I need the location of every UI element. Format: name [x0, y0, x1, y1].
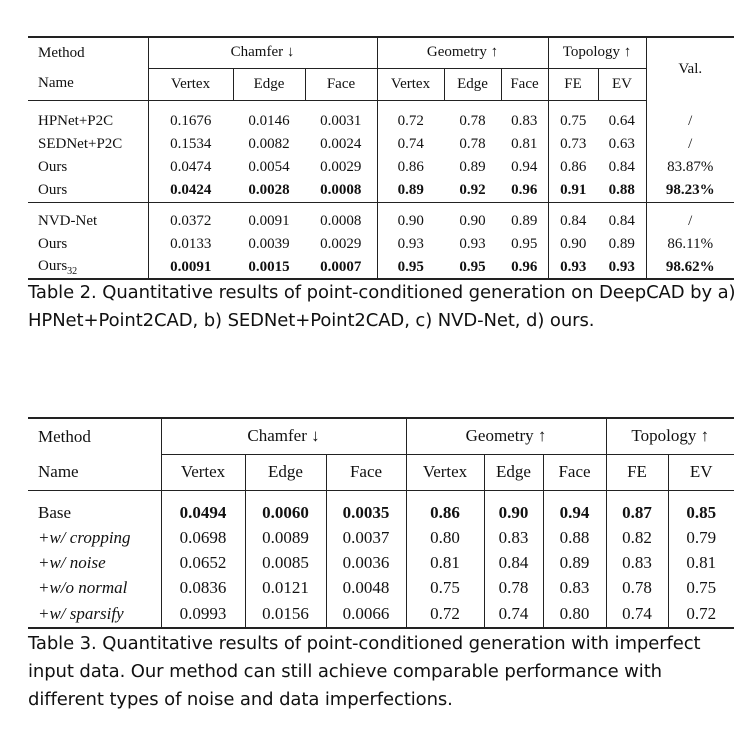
- t3-chamfer-header: Chamfer ↓: [161, 418, 406, 454]
- cell: 0.0156: [245, 600, 326, 628]
- cell: 0.95: [377, 256, 444, 279]
- cell: 0.93: [598, 256, 646, 279]
- cell: 0.92: [444, 179, 501, 202]
- cell: 0.0082: [248, 136, 290, 152]
- cell: 0.93: [377, 233, 444, 256]
- cell: 0.0007: [305, 256, 377, 279]
- row-name: Ours: [28, 179, 148, 202]
- t3-topology-header: Topology ↑: [606, 418, 734, 454]
- cell: 0.83: [543, 575, 606, 600]
- cell: 0.84: [548, 210, 598, 233]
- t2-geometry-header: Geometry ↑: [377, 37, 548, 68]
- table-row: [28, 156, 734, 179]
- row-name: +w/o normal: [38, 577, 128, 597]
- cell: 98.62%: [646, 256, 734, 279]
- t2-col-header: Vertex: [377, 68, 444, 100]
- cell: 0.0015: [233, 256, 305, 279]
- cell: 0.1534: [148, 133, 233, 156]
- row-name: +w/ noise: [38, 552, 106, 572]
- t3-method-header: Method: [28, 418, 161, 454]
- table-3-header-group-row: [28, 418, 734, 454]
- cell: /: [646, 110, 734, 133]
- cell: 0.0035: [326, 500, 406, 525]
- cell: 0.83: [484, 525, 543, 550]
- cell: 0.90: [548, 233, 598, 256]
- t2-val-header: Val.: [646, 37, 734, 100]
- cell: 0.0054: [248, 159, 290, 175]
- cell: 0.0039: [248, 236, 290, 252]
- cell: 0.0121: [245, 575, 326, 600]
- table-row: [28, 550, 734, 575]
- cell: 0.89: [511, 213, 538, 229]
- table-row: [28, 525, 734, 550]
- cell: 0.0031: [320, 113, 362, 129]
- t3-col-header: FE: [606, 454, 668, 490]
- row-name: Base: [38, 502, 72, 522]
- cell: /: [646, 133, 734, 156]
- cell: 0.93: [548, 256, 598, 279]
- t2-topology-header: Topology ↑: [548, 37, 646, 68]
- table-row: [28, 133, 734, 156]
- cell: 0.74: [606, 600, 668, 628]
- row-name: [28, 256, 148, 279]
- t2-name-header: Name: [28, 68, 148, 100]
- cell: 0.0091: [148, 256, 233, 279]
- cell: 0.0091: [248, 213, 290, 229]
- cell: 0.93: [459, 236, 486, 252]
- cell: 0.94: [543, 500, 606, 525]
- cell: 0.0698: [161, 525, 245, 550]
- cell: 0.74: [484, 600, 543, 628]
- cell: 0.0008: [320, 213, 362, 229]
- cell: 0.83: [511, 113, 538, 129]
- cell: 0.86: [548, 156, 598, 179]
- cell: 0.0146: [248, 113, 290, 129]
- cell: 0.0474: [148, 156, 233, 179]
- t3-name-header: Name: [28, 454, 161, 490]
- cell: 0.95: [444, 256, 501, 279]
- cell: 0.0029: [320, 159, 362, 175]
- t3-col-header: Face: [326, 454, 406, 490]
- table-row: [28, 256, 734, 279]
- table-3-caption: Table 3. Quantitative results of point-conditioned generation with imperfect input data. Our method can still achieve comparable performance with different types of noise and data imperfections.: [28, 633, 701, 710]
- cell: 0.78: [459, 136, 486, 152]
- t2-method-header: Method: [28, 37, 148, 68]
- row-name-text: Ours: [38, 257, 68, 274]
- table-row: [28, 500, 734, 525]
- cell: /: [646, 210, 734, 233]
- cell: 0.0372: [148, 210, 233, 233]
- cell: 0.78: [484, 575, 543, 600]
- table-row: [28, 110, 734, 133]
- cell: 83.87%: [646, 156, 734, 179]
- cell: 0.91: [548, 179, 598, 202]
- table-3: [28, 417, 734, 629]
- cell: 0.0036: [326, 550, 406, 575]
- cell: 0.0836: [161, 575, 245, 600]
- row-name: NVD-Net: [38, 213, 98, 229]
- table-2-header-col-row: [28, 68, 734, 100]
- spacer-row: [28, 100, 734, 110]
- table-row: [28, 210, 734, 233]
- t3-col-header: Face: [543, 454, 606, 490]
- cell: 0.0008: [305, 179, 377, 202]
- cell: 0.0028: [233, 179, 305, 202]
- cell: 0.0993: [161, 600, 245, 628]
- cell: 0.0024: [320, 136, 362, 152]
- cell: 0.85: [668, 500, 734, 525]
- cell: 86.11%: [646, 233, 734, 256]
- cell: 0.84: [608, 213, 635, 229]
- table-row: [28, 179, 734, 202]
- cell: 0.0037: [326, 525, 406, 550]
- cell: 0.72: [406, 600, 484, 628]
- t2-col-header: Face: [305, 68, 377, 100]
- cell: 0.81: [406, 550, 484, 575]
- cell: 0.90: [484, 500, 543, 525]
- t3-col-header: EV: [668, 454, 734, 490]
- table-2-header-group-row: [28, 37, 734, 68]
- cell: 0.96: [501, 179, 548, 202]
- t3-geometry-header: Geometry ↑: [406, 418, 606, 454]
- cell: 0.1676: [148, 110, 233, 133]
- cell: 0.86: [377, 156, 444, 179]
- cell: 0.94: [511, 159, 538, 175]
- cell: 0.0085: [245, 550, 326, 575]
- cell: 0.88: [543, 525, 606, 550]
- table-row: [28, 575, 734, 600]
- table-3-header-col-row: [28, 454, 734, 490]
- t3-col-header: Vertex: [161, 454, 245, 490]
- cell: 0.75: [548, 110, 598, 133]
- t2-col-header: Vertex: [148, 68, 233, 100]
- cell: 0.80: [406, 525, 484, 550]
- table-2: [28, 36, 734, 280]
- t2-col-header: EV: [598, 68, 646, 100]
- cell: 0.82: [606, 525, 668, 550]
- spacer-row: [28, 202, 734, 210]
- row-name: HPNet+P2C: [38, 113, 114, 129]
- cell: 0.78: [606, 575, 668, 600]
- cell: 0.81: [668, 550, 734, 575]
- cell: 0.81: [511, 136, 538, 152]
- cell: 0.75: [406, 575, 484, 600]
- cell: 0.0652: [161, 550, 245, 575]
- cell: 0.95: [511, 236, 538, 252]
- cell: 0.74: [377, 133, 444, 156]
- t3-col-header: Edge: [245, 454, 326, 490]
- cell: 0.86: [406, 500, 484, 525]
- cell: 0.75: [668, 575, 734, 600]
- cell: 0.0494: [161, 500, 245, 525]
- t3-col-header: Vertex: [406, 454, 484, 490]
- row-name: +w/ cropping: [38, 527, 131, 547]
- t2-chamfer-header: Chamfer ↓: [148, 37, 377, 68]
- cell: 0.64: [608, 113, 635, 129]
- cell: 0.87: [606, 500, 668, 525]
- cell: 0.0133: [148, 233, 233, 256]
- cell: 98.23%: [646, 179, 734, 202]
- cell: 0.89: [377, 179, 444, 202]
- t2-col-header: FE: [548, 68, 598, 100]
- cell: 0.90: [377, 210, 444, 233]
- row-name: +w/ sparsify: [28, 600, 161, 628]
- cell: 0.0029: [320, 236, 362, 252]
- table-row: [28, 233, 734, 256]
- cell: 0.72: [668, 600, 734, 628]
- table-row: [28, 600, 734, 628]
- cell: 0.73: [548, 133, 598, 156]
- cell: 0.83: [606, 550, 668, 575]
- t2-col-header: Face: [501, 68, 548, 100]
- cell: 0.0424: [148, 179, 233, 202]
- cell: 0.0089: [245, 525, 326, 550]
- cell: 0.90: [459, 213, 486, 229]
- cell: 0.84: [608, 159, 635, 175]
- cell: 0.79: [668, 525, 734, 550]
- t2-col-header: Edge: [444, 68, 501, 100]
- cell: 0.89: [543, 550, 606, 575]
- cell: 0.0066: [326, 600, 406, 628]
- cell: 0.96: [501, 256, 548, 279]
- cell: 0.63: [608, 136, 635, 152]
- row-name: SEDNet+P2C: [38, 136, 123, 152]
- cell: 0.80: [543, 600, 606, 628]
- cell: 0.88: [598, 179, 646, 202]
- spacer-row: [28, 490, 734, 500]
- cell: 0.0060: [245, 500, 326, 525]
- cell: 0.89: [608, 236, 635, 252]
- cell: 0.78: [459, 113, 486, 129]
- cell: 0.0048: [326, 575, 406, 600]
- cell: 0.89: [459, 159, 486, 175]
- table-2-caption: Table 2. Quantitative results of point-conditioned generation on DeepCAD by a) HPNet+Point2CAD, b) SEDNet+Point2CAD, c) NVD-Net, d) ours.: [28, 282, 736, 331]
- t3-col-header: Edge: [484, 454, 543, 490]
- row-name-subscript: 32: [67, 265, 78, 277]
- t2-col-header: Edge: [233, 68, 305, 100]
- row-name: Ours: [38, 159, 68, 175]
- row-name: Ours: [38, 236, 68, 252]
- cell: 0.72: [377, 110, 444, 133]
- cell: 0.84: [484, 550, 543, 575]
